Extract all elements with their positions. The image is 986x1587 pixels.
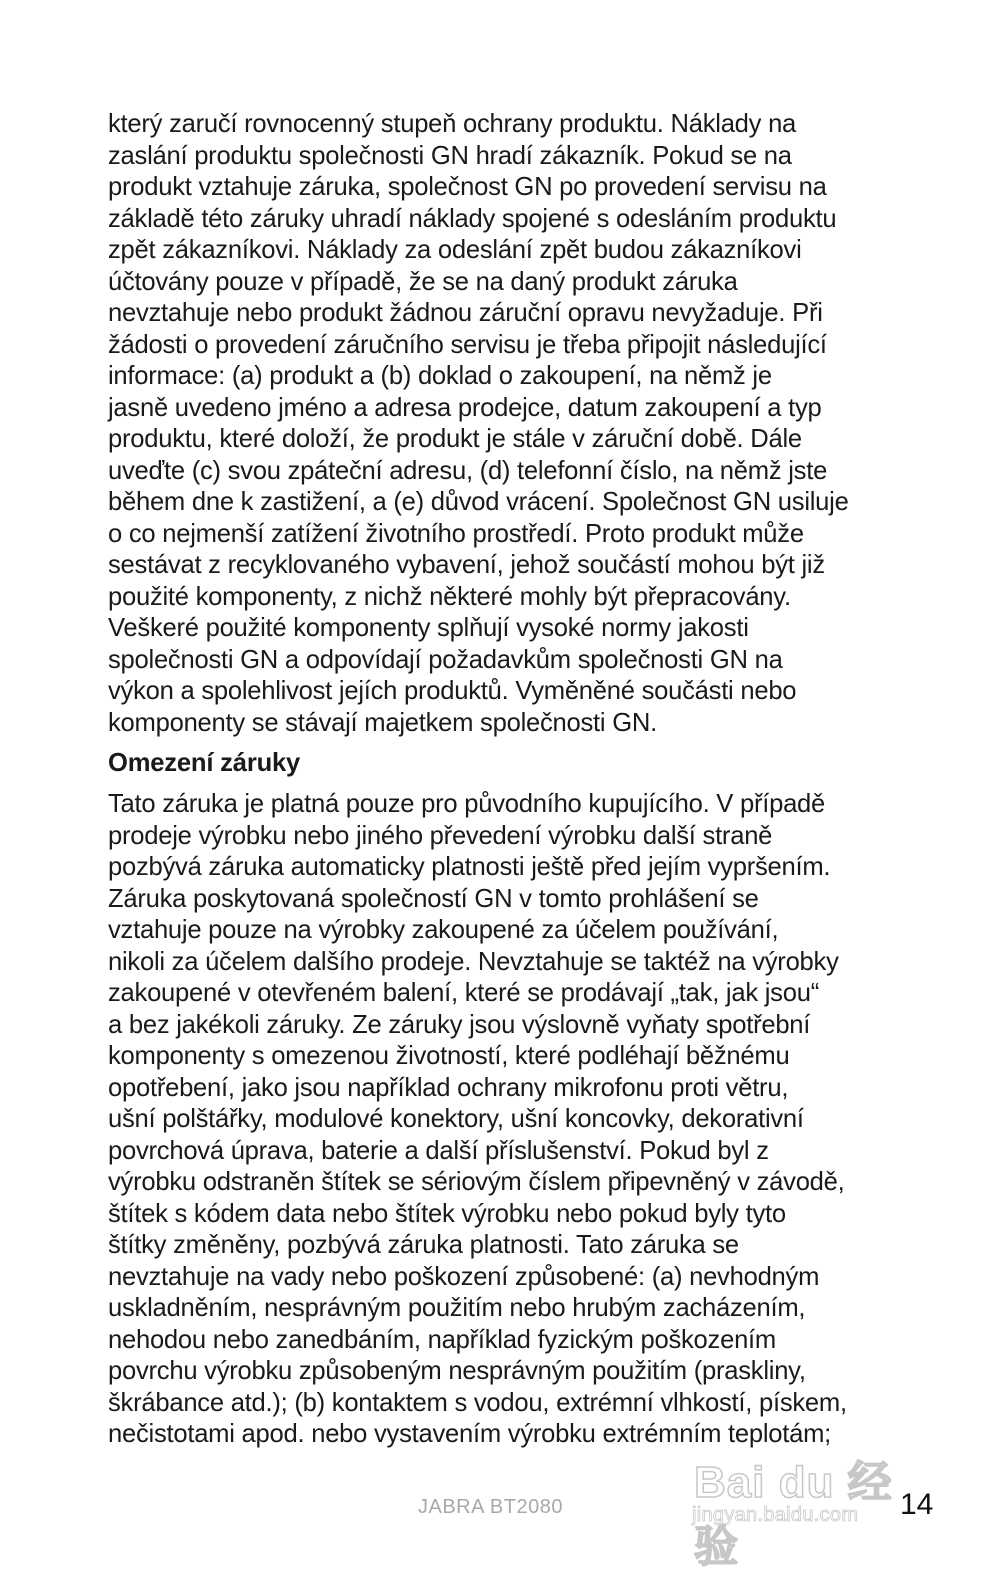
paragraph-line: Veškeré použité komponenty splňují vysoké normy jakosti bbox=[108, 614, 749, 642]
paragraph-line: výkon a spolehlivost jejích produktů. Vyměněné součásti nebo bbox=[108, 677, 797, 705]
paragraph-line: zaslání produktu společnosti GN hradí zákazník. Pokud se na bbox=[108, 141, 792, 170]
paragraph-line: nevztahuje nebo produkt žádnou záruční opravu nevyžaduje. Při bbox=[108, 299, 823, 327]
paragraph-line: škrábance atd.); (b) kontaktem s vodou, extrémní vlhkostí, pískem, bbox=[108, 1388, 847, 1417]
paragraph-line: komponenty se stávají majetkem společnosti GN. bbox=[108, 708, 657, 737]
paragraph-line: pozbývá záruka automaticky platnosti ještě před jejím vypršením. bbox=[108, 853, 831, 881]
body-paragraph-1 bbox=[108, 109, 878, 739]
paragraph-line: který zaručí rovnocenný stupeň ochrany produktu. Náklady na bbox=[108, 110, 797, 138]
paragraph-line: výrobku odstraněn štítek se sériovým číslem připevněný v závodě, bbox=[108, 1168, 845, 1196]
paragraph-line: použité komponenty, z nichž některé mohly být přepracovány. bbox=[108, 582, 791, 611]
paragraph-line: produkt vztahuje záruka, společnost GN po provedení servisu na bbox=[108, 173, 827, 201]
paragraph-line: účtovány pouze v případě, že se na daný produkt záruka bbox=[108, 267, 738, 296]
paragraph-line: Tato záruka je platná pouze pro původního kupujícího. V případě bbox=[108, 790, 826, 818]
paragraph-line: povrchová úprava, baterie a další příslušenství. Pokud byl z bbox=[108, 1136, 769, 1165]
paragraph-line: o co nejmenší zatížení životního prostředí. Proto produkt může bbox=[108, 519, 804, 548]
paragraph-line: štítky změněny, pozbývá záruka platnosti. Tato záruka se bbox=[108, 1231, 739, 1259]
paragraph-line: zakoupené v otevřeném balení, které se prodávají „tak, jak jsou“ bbox=[108, 979, 819, 1007]
paragraph-line: informace: (a) produkt a (b) doklad o zakoupení, na němž je bbox=[108, 362, 772, 390]
page-number: 14 bbox=[900, 1488, 934, 1521]
paragraph-line: jasně uvedeno jméno a adresa prodejce, datum zakoupení a typ bbox=[108, 393, 822, 422]
paragraph-line: společnosti GN a odpovídají požadavkům společnosti GN na bbox=[108, 645, 783, 674]
watermark-url: jingyan.baidu.com bbox=[692, 1504, 859, 1526]
paragraph-line: zpět zákazníkovi. Náklady za odeslání zpět budou zákazníkovi bbox=[108, 236, 802, 264]
paragraph-line: produktu, které doloží, že produkt je stále v záruční době. Dále bbox=[108, 425, 802, 453]
paragraph-line: opotřebení, jako jsou například ochrany mikrofonu proti větru, bbox=[108, 1073, 789, 1102]
paragraph-line: nehodou nebo zanedbáním, například fyzickým poškozením bbox=[108, 1325, 776, 1354]
paragraph-line: ušní polštářky, modulové konektory, ušní koncovky, dekorativní bbox=[108, 1105, 804, 1133]
paragraph-line: uveďte (c) svou zpáteční adresu, (d) telefonní číslo, na němž jste bbox=[108, 456, 828, 485]
paragraph-line: komponenty s omezenou životností, které podléhají běžnému bbox=[108, 1042, 790, 1070]
footer-brand: JABRA BT2080 bbox=[418, 1496, 563, 1518]
paragraph-line: nevztahuje na vady nebo poškození způsobené: (a) nevhodným bbox=[108, 1262, 820, 1291]
watermark-logo-text: Bai du 经验 bbox=[694, 1458, 893, 1571]
paragraph-line: během dne k zastižení, a (e) důvod vrácení. Společnost GN usiluje bbox=[108, 488, 849, 516]
section-heading: Omezení záruky bbox=[108, 749, 301, 777]
body-paragraph-2 bbox=[108, 789, 878, 1451]
paragraph-line: nikoli za účelem dalšího prodeje. Nevztahuje se taktéž na výrobky bbox=[108, 947, 839, 976]
paragraph-line: a bez jakékoli záruky. Ze záruky jsou výslovně vyňaty spotřební bbox=[108, 1010, 811, 1039]
baidu-watermark bbox=[690, 1446, 920, 1571]
paragraph-line: základě této záruky uhradí náklady spojené s odesláním produktu bbox=[108, 204, 837, 233]
paragraph-line: štítek s kódem data nebo štítek výrobku nebo pokud byly tyto bbox=[108, 1199, 786, 1228]
paragraph-line: žádosti o provedení záručního servisu je třeba připojit následující bbox=[108, 330, 827, 359]
paragraph-line: sestávat z recyklovaného vybavení, jehož součástí mohou být již bbox=[108, 551, 825, 579]
paragraph-line: Záruka poskytovaná společností GN v tomto prohlášení se bbox=[108, 884, 759, 913]
paragraph-line: uskladněním, nesprávným použitím nebo hrubým zacházením, bbox=[108, 1294, 806, 1322]
paragraph-line: nečistotami apod. nebo vystavením výrobku extrémním teplotám; bbox=[108, 1420, 832, 1448]
paragraph-line: povrchu výrobku způsobeným nesprávným použitím (praskliny, bbox=[108, 1357, 806, 1385]
paragraph-line: prodeje výrobku nebo jiného převedení výrobku další straně bbox=[108, 821, 773, 850]
paragraph-line: vztahuje pouze na výrobky zakoupené za účelem používání, bbox=[108, 916, 779, 944]
